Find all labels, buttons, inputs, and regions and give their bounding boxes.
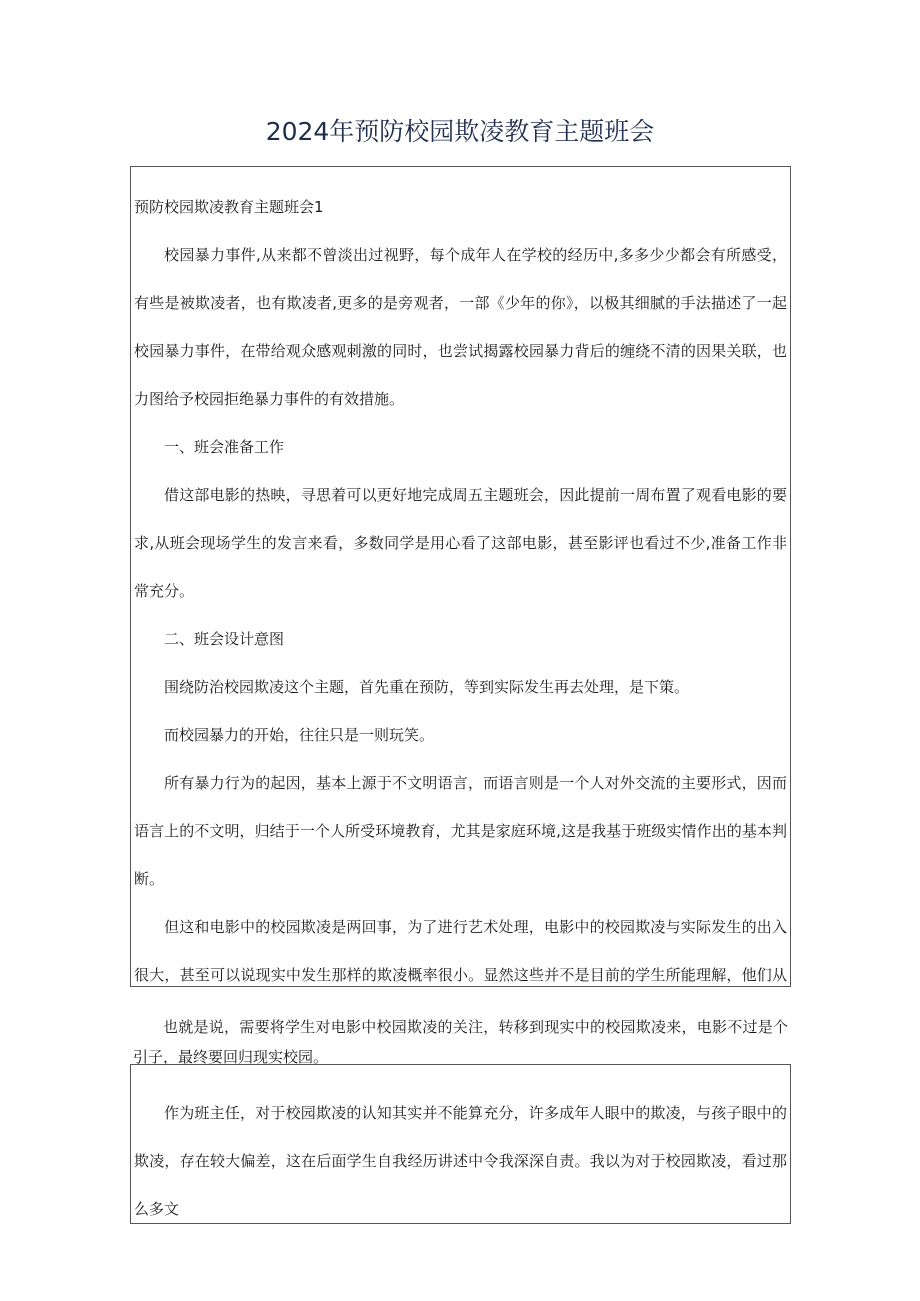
content-box-1 xyxy=(130,166,791,987)
paragraph-intro: 校园暴力事件,从来都不曾淡出过视野，每个成年人在学校的经历中,多多少少都会有所感受，有些是被欺凌者，也有欺凌者,更多的是旁观者，一部《少年的你》，以极其细腻的手法描述了一起校园暴力事件，在带给观众感观刺激的同时，也尝试揭露校园暴力背后的缠绕不清的因果关联，也力图给予校园拒绝暴力事件的有效措施。 xyxy=(134,246,787,408)
section-subtitle: 预防校园欺凌教育主题班会1 xyxy=(134,198,324,216)
heading-preparation: 一、班会准备工作 xyxy=(164,438,285,456)
paragraph-language: 所有暴力行为的起因，基本上源于不文明语言，而语言则是一个人对外交流的主要形式，因而语言上的不文明，归结于一个人所受环境教育，尤其是家庭环境,这是我基于班级实情作出的基本判断。 xyxy=(134,774,787,888)
heading-design-intent: 二、班会设计意图 xyxy=(164,630,285,648)
paragraph-teacher-reflection: 作为班主任，对于校园欺凌的认知其实并不能算充分，许多成年人眼中的欺凌，与孩子眼中的欺凌，存在较大偏差，这在后面学生自我经历讲述中令我深深自责。我以为对于校园欺凌，看过那么多文 xyxy=(134,1104,787,1218)
paragraph-joke: 而校园暴力的开始，往往只是一则玩笑。 xyxy=(164,726,435,744)
paragraph-prevention: 围绕防治校园欺凌这个主题，首先重在预防，等到实际发生再去处理，是下策。 xyxy=(164,678,690,696)
document-title: 2024年预防校园欺凌教育主题班会 xyxy=(265,117,655,146)
paragraph-movie-difference: 但这和电影中的校园欺凌是两回事，为了进行艺术处理，电影中的校园欺凌与实际发生的出入很大，甚至可以说现实中发生那样的欺凌概率很小。显然这些并不是目前的学生所能理解，他们从 xyxy=(134,918,787,984)
paragraph-preparation: 借这部电影的热映，寻思着可以更好地完成周五主题班会，因此提前一周布置了观看电影的要求,从班会现场学生的发言来看，多数同学是用心看了这部电影，甚至影评也看过不少,准备工作非常充分。 xyxy=(134,486,787,600)
paragraph-transition: 也就是说，需要将学生对电影中校园欺凌的关注，转移到现实中的校园欺凌来，电影不过是个引子，最终要回归现实校园。 xyxy=(133,1018,788,1066)
content-box-2 xyxy=(130,1064,791,1224)
